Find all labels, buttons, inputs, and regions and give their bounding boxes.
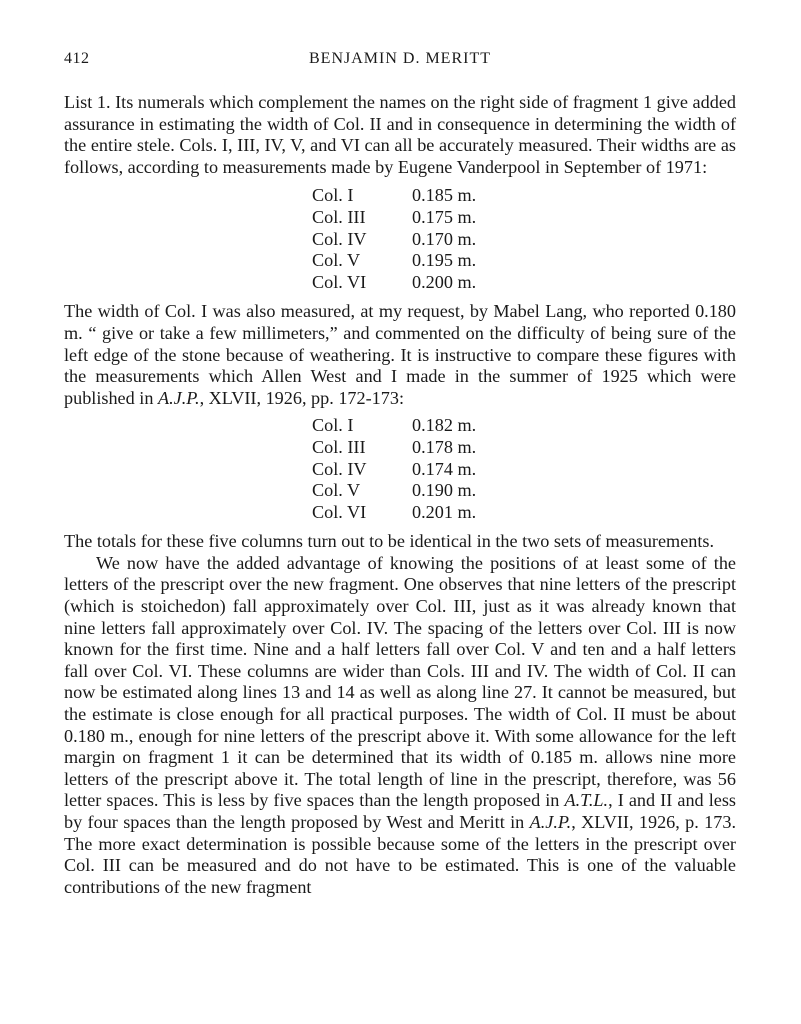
column-label: Col. V bbox=[312, 250, 361, 271]
column-label: Col. I bbox=[312, 415, 354, 436]
paragraph-4-text-a: We now have the added advantage of knowing the positions of at least some of the letters of the prescript over the new fragment. One observes that nine letters of the prescript (which is stoichedon) fall approximately over Col. III, just as it was already known that nine letters fall approximately over Col. IV. The spacing of the letters over Col. III is now known for the first time. Nine and a half letters fall over Col. V and ten and a half letters fall over Col. VI. These columns are wider than Cols. III and IV. The width of Col. II can now be estimated along lines 13 and 14 as well as along line 27. It cannot be measured, but the estimate is close enough for all practical purposes. The width of Col. II must be about 0.180 m., enough for nine letters of the prescript above it. With some allowance for the left margin on fragment 1 it can be determined that its width of 0.185 m. allows nine more letters of the prescript above it. The total length of line in the prescript, therefore, was 56 letter spaces. This is less by five spaces than the length proposed in bbox=[64, 552, 736, 811]
journal-title: A.J.P. bbox=[157, 387, 200, 408]
paragraph-4 bbox=[64, 553, 736, 899]
column-width: 0.185 m. bbox=[412, 185, 477, 206]
paragraph-2 bbox=[64, 301, 736, 409]
atl-title: A.T.L. bbox=[564, 790, 609, 811]
running-title: BENJAMIN D. MERITT bbox=[309, 50, 491, 67]
column-label: Col. III bbox=[312, 436, 366, 457]
column-label: Col. I bbox=[312, 185, 354, 206]
table-row bbox=[312, 480, 476, 502]
table-row bbox=[312, 502, 476, 524]
table-row bbox=[312, 272, 476, 294]
column-label: Col. III bbox=[312, 206, 366, 227]
column-width: 0.201 m. bbox=[412, 501, 477, 522]
table-row bbox=[312, 207, 476, 229]
table-row bbox=[312, 229, 476, 251]
column-label: Col. VI bbox=[312, 271, 367, 292]
column-label: Col. IV bbox=[312, 228, 367, 249]
measurements-table-1971 bbox=[312, 185, 476, 293]
page-number: 412 bbox=[64, 50, 90, 67]
column-label: Col. VI bbox=[312, 501, 367, 522]
column-label: Col. V bbox=[312, 480, 361, 501]
column-label: Col. IV bbox=[312, 458, 367, 479]
column-width: 0.195 m. bbox=[412, 250, 477, 271]
measurements-table-1925 bbox=[312, 415, 476, 523]
table-row bbox=[312, 459, 476, 481]
paragraph-4-text-c: , XLVII, 1926, p. 173. The more exact determination is possible because some of the letters in the prescript over Col. III can be measured and do not have to be estimated. This is one of the valuable contributions of the new fragment bbox=[64, 812, 736, 897]
paragraph-4-text-b: , I and II and less by four spaces than the length proposed by West and Meritt in bbox=[64, 790, 736, 832]
table-row bbox=[312, 185, 476, 207]
running-head bbox=[64, 50, 736, 76]
column-width: 0.175 m. bbox=[412, 206, 477, 227]
paragraph-3: The totals for these five columns turn out to be identical in the two sets of measurements. bbox=[64, 531, 715, 552]
column-width: 0.178 m. bbox=[412, 436, 477, 457]
table-row bbox=[312, 437, 476, 459]
column-width: 0.200 m. bbox=[412, 271, 477, 292]
table-row bbox=[312, 250, 476, 272]
column-width: 0.182 m. bbox=[412, 415, 477, 436]
column-width: 0.190 m. bbox=[412, 480, 477, 501]
paragraph-1: List 1. Its numerals which complement the names on the right side of fragment 1 give added assurance in estimating the width of Col. II and in consequence in determining the width of the entire stele. Cols. I, III, IV, V, and VI can all be accurately measured. Their widths are as follows, according to measurements made by Eugene Vanderpool in September of 1971: bbox=[64, 92, 736, 177]
paragraph-2-citation: , XLVII, 1926, pp. 172-173: bbox=[199, 387, 404, 408]
table-row bbox=[312, 415, 476, 437]
page bbox=[64, 50, 736, 898]
column-width: 0.174 m. bbox=[412, 458, 477, 479]
paragraph-2-text: The width of Col. I was also measured, at my request, by Mabel Lang, who reported 0.180 m. “ give or take a few millimeters,” and commented on the difficulty of being sure of the left edge of the stone because of weathering. It is instructive to compare these figures with the measurements which Allen West and I made in the summer of 1925 which were published in bbox=[64, 301, 736, 408]
journal-title: A.J.P. bbox=[529, 812, 572, 832]
column-width: 0.170 m. bbox=[412, 228, 477, 249]
